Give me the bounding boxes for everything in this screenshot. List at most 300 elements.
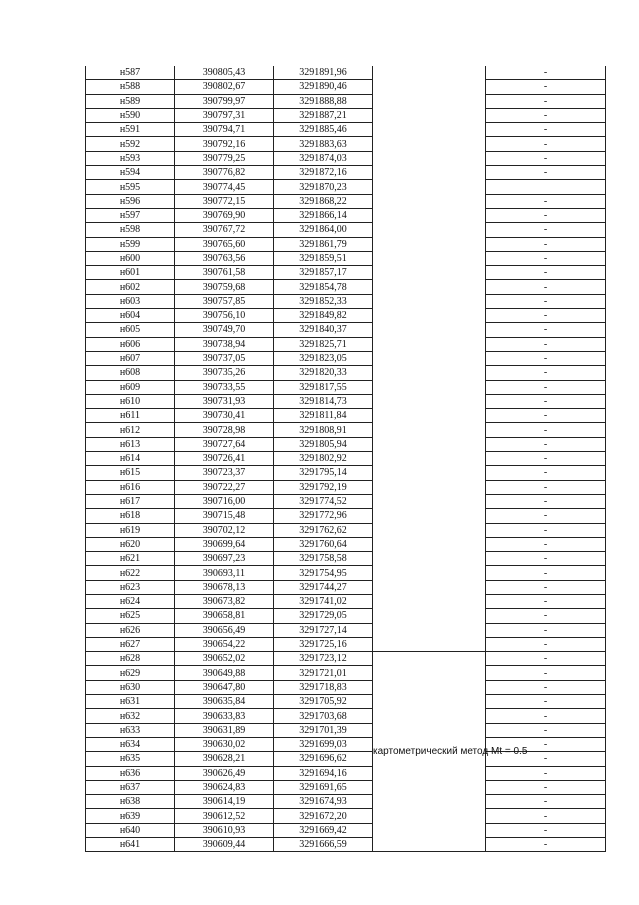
x-coordinate-cell: 390649,88: [175, 666, 274, 680]
point-id-cell: н589: [86, 94, 175, 108]
x-coordinate-cell: 390678,13: [175, 580, 274, 594]
point-id-cell: н618: [86, 509, 175, 523]
y-coordinate-cell: 3291727,14: [274, 623, 373, 637]
coordinates-table-body: [86, 66, 606, 852]
x-coordinate-cell: 390716,00: [175, 494, 274, 508]
point-id-cell: н628: [86, 652, 175, 666]
accuracy-cell: -: [486, 823, 606, 837]
x-coordinate-cell: 390737,05: [175, 351, 274, 365]
point-id-cell: н600: [86, 251, 175, 265]
accuracy-cell: [486, 180, 606, 194]
method-cell: [373, 437, 486, 451]
y-coordinate-cell: 3291721,01: [274, 666, 373, 680]
y-coordinate-cell: 3291825,71: [274, 337, 373, 351]
accuracy-cell: -: [486, 695, 606, 709]
table-row: [86, 194, 606, 208]
method-cell: [373, 166, 486, 180]
accuracy-cell: -: [486, 795, 606, 809]
y-coordinate-cell: 3291823,05: [274, 351, 373, 365]
table-row: [86, 652, 606, 666]
method-cell: [373, 537, 486, 551]
y-coordinate-cell: 3291864,00: [274, 223, 373, 237]
y-coordinate-cell: 3291811,84: [274, 409, 373, 423]
table-row: [86, 523, 606, 537]
x-coordinate-cell: 390610,93: [175, 823, 274, 837]
table-row: [86, 151, 606, 165]
method-cell: [373, 609, 486, 623]
table-row: [86, 80, 606, 94]
x-coordinate-cell: 390656,49: [175, 623, 274, 637]
method-cell: [373, 94, 486, 108]
table-row: [86, 609, 606, 623]
point-id-cell: н609: [86, 380, 175, 394]
point-id-cell: н594: [86, 166, 175, 180]
y-coordinate-cell: 3291705,92: [274, 695, 373, 709]
y-coordinate-cell: 3291883,63: [274, 137, 373, 151]
accuracy-cell: -: [486, 251, 606, 265]
method-cell: [373, 251, 486, 265]
accuracy-cell: -: [486, 80, 606, 94]
point-id-cell: н635: [86, 752, 175, 766]
accuracy-cell: -: [486, 351, 606, 365]
accuracy-cell: -: [486, 66, 606, 80]
point-id-cell: н620: [86, 537, 175, 551]
accuracy-cell: -: [486, 437, 606, 451]
accuracy-cell: -: [486, 323, 606, 337]
accuracy-cell: -: [486, 580, 606, 594]
table-row: [86, 166, 606, 180]
method-cell: [373, 380, 486, 394]
table-row: [86, 323, 606, 337]
y-coordinate-cell: 3291718,83: [274, 680, 373, 694]
x-coordinate-cell: 390792,16: [175, 137, 274, 151]
x-coordinate-cell: 390633,83: [175, 709, 274, 723]
method-cell: [373, 509, 486, 523]
method-cell: [373, 594, 486, 608]
point-id-cell: н606: [86, 337, 175, 351]
point-id-cell: н604: [86, 309, 175, 323]
x-coordinate-cell: 390715,48: [175, 509, 274, 523]
point-id-cell: н617: [86, 494, 175, 508]
accuracy-cell: -: [486, 537, 606, 551]
accuracy-cell: -: [486, 652, 606, 666]
x-coordinate-cell: 390647,80: [175, 680, 274, 694]
table-row: [86, 666, 606, 680]
accuracy-cell: -: [486, 752, 606, 766]
accuracy-cell: -: [486, 494, 606, 508]
point-id-cell: н623: [86, 580, 175, 594]
point-id-cell: н627: [86, 637, 175, 651]
table-row: [86, 280, 606, 294]
x-coordinate-cell: 390794,71: [175, 123, 274, 137]
accuracy-cell: -: [486, 766, 606, 780]
method-cell: [373, 523, 486, 537]
x-coordinate-cell: 390765,60: [175, 237, 274, 251]
method-cell: [373, 237, 486, 251]
x-coordinate-cell: 390699,64: [175, 537, 274, 551]
point-id-cell: н588: [86, 80, 175, 94]
table-row: [86, 251, 606, 265]
accuracy-cell: -: [486, 623, 606, 637]
point-id-cell: н605: [86, 323, 175, 337]
x-coordinate-cell: 390779,25: [175, 151, 274, 165]
x-coordinate-cell: 390767,72: [175, 223, 274, 237]
y-coordinate-cell: 3291891,96: [274, 66, 373, 80]
accuracy-cell: -: [486, 452, 606, 466]
x-coordinate-cell: 390776,82: [175, 166, 274, 180]
point-id-cell: н637: [86, 780, 175, 794]
x-coordinate-cell: 390731,93: [175, 394, 274, 408]
method-cell: [373, 66, 486, 80]
point-id-cell: н610: [86, 394, 175, 408]
method-cell: [373, 552, 486, 566]
x-coordinate-cell: 390802,67: [175, 80, 274, 94]
method-cell: [373, 566, 486, 580]
point-id-cell: н632: [86, 709, 175, 723]
method-cell: [373, 108, 486, 122]
table-row: [86, 223, 606, 237]
y-coordinate-cell: 3291859,51: [274, 251, 373, 265]
accuracy-cell: -: [486, 780, 606, 794]
point-id-cell: н590: [86, 108, 175, 122]
y-coordinate-cell: 3291729,05: [274, 609, 373, 623]
accuracy-cell: -: [486, 137, 606, 151]
y-coordinate-cell: 3291760,64: [274, 537, 373, 551]
point-id-cell: н621: [86, 552, 175, 566]
method-cell: [373, 323, 486, 337]
table-row: [86, 809, 606, 823]
y-coordinate-cell: 3291758,58: [274, 552, 373, 566]
point-id-cell: н639: [86, 809, 175, 823]
point-id-cell: н603: [86, 294, 175, 308]
method-cell: [373, 337, 486, 351]
method-cell: [373, 409, 486, 423]
x-coordinate-cell: 390658,81: [175, 609, 274, 623]
y-coordinate-cell: 3291854,78: [274, 280, 373, 294]
y-coordinate-cell: 3291808,91: [274, 423, 373, 437]
y-coordinate-cell: 3291861,79: [274, 237, 373, 251]
accuracy-cell: -: [486, 94, 606, 108]
point-id-cell: н636: [86, 766, 175, 780]
table-row: [86, 237, 606, 251]
y-coordinate-cell: 3291885,46: [274, 123, 373, 137]
y-coordinate-cell: 3291723,12: [274, 652, 373, 666]
x-coordinate-cell: 390797,31: [175, 108, 274, 122]
x-coordinate-cell: 390697,23: [175, 552, 274, 566]
table-row: [86, 552, 606, 566]
table-row: [86, 623, 606, 637]
y-coordinate-cell: 3291887,21: [274, 108, 373, 122]
accuracy-cell: -: [486, 680, 606, 694]
y-coordinate-cell: 3291814,73: [274, 394, 373, 408]
table-row: [86, 494, 606, 508]
x-coordinate-cell: 390728,98: [175, 423, 274, 437]
accuracy-cell: -: [486, 552, 606, 566]
y-coordinate-cell: 3291849,82: [274, 309, 373, 323]
point-id-cell: н614: [86, 452, 175, 466]
point-id-cell: н622: [86, 566, 175, 580]
accuracy-cell: -: [486, 380, 606, 394]
point-id-cell: н612: [86, 423, 175, 437]
method-cell: [373, 452, 486, 466]
point-id-cell: н595: [86, 180, 175, 194]
method-cell: [373, 466, 486, 480]
method-cell: [373, 194, 486, 208]
table-row: [86, 723, 606, 737]
point-id-cell: н629: [86, 666, 175, 680]
x-coordinate-cell: 390769,90: [175, 208, 274, 222]
table-row: [86, 137, 606, 151]
table-row: [86, 423, 606, 437]
method-cell: [373, 637, 486, 651]
point-id-cell: н638: [86, 795, 175, 809]
point-id-cell: н593: [86, 151, 175, 165]
method-cell: [373, 208, 486, 222]
x-coordinate-cell: 390799,97: [175, 94, 274, 108]
point-id-cell: н597: [86, 208, 175, 222]
accuracy-cell: -: [486, 294, 606, 308]
y-coordinate-cell: 3291725,16: [274, 637, 373, 651]
method-cell: [373, 351, 486, 365]
point-id-cell: н625: [86, 609, 175, 623]
y-coordinate-cell: 3291762,62: [274, 523, 373, 537]
table-row: [86, 409, 606, 423]
x-coordinate-cell: 390738,94: [175, 337, 274, 351]
method-cell-merged: картометрический метод Mt = 0.5: [373, 652, 486, 852]
y-coordinate-cell: 3291699,03: [274, 737, 373, 751]
accuracy-cell: -: [486, 266, 606, 280]
y-coordinate-cell: 3291857,17: [274, 266, 373, 280]
y-coordinate-cell: 3291840,37: [274, 323, 373, 337]
point-id-cell: н616: [86, 480, 175, 494]
x-coordinate-cell: 390702,12: [175, 523, 274, 537]
point-id-cell: н619: [86, 523, 175, 537]
y-coordinate-cell: 3291874,03: [274, 151, 373, 165]
method-cell: [373, 580, 486, 594]
y-coordinate-cell: 3291802,92: [274, 452, 373, 466]
method-cell: [373, 294, 486, 308]
table-row: [86, 537, 606, 551]
y-coordinate-cell: 3291701,39: [274, 723, 373, 737]
point-id-cell: н613: [86, 437, 175, 451]
y-coordinate-cell: 3291672,20: [274, 809, 373, 823]
table-row: [86, 108, 606, 122]
x-coordinate-cell: 390614,19: [175, 795, 274, 809]
accuracy-cell: -: [486, 280, 606, 294]
y-coordinate-cell: 3291890,46: [274, 80, 373, 94]
table-row: [86, 737, 606, 751]
y-coordinate-cell: 3291870,23: [274, 180, 373, 194]
accuracy-cell: -: [486, 194, 606, 208]
x-coordinate-cell: 390763,56: [175, 251, 274, 265]
y-coordinate-cell: 3291795,14: [274, 466, 373, 480]
table-row: [86, 94, 606, 108]
method-cell: [373, 280, 486, 294]
y-coordinate-cell: 3291852,33: [274, 294, 373, 308]
y-coordinate-cell: 3291888,88: [274, 94, 373, 108]
y-coordinate-cell: 3291674,93: [274, 795, 373, 809]
x-coordinate-cell: 390726,41: [175, 452, 274, 466]
point-id-cell: н598: [86, 223, 175, 237]
x-coordinate-cell: 390759,68: [175, 280, 274, 294]
accuracy-cell: -: [486, 480, 606, 494]
y-coordinate-cell: 3291691,65: [274, 780, 373, 794]
x-coordinate-cell: 390774,45: [175, 180, 274, 194]
table-row: [86, 208, 606, 222]
method-cell: [373, 123, 486, 137]
x-coordinate-cell: 390733,55: [175, 380, 274, 394]
table-row: [86, 637, 606, 651]
table-row: [86, 294, 606, 308]
point-id-cell: н615: [86, 466, 175, 480]
point-id-cell: н641: [86, 838, 175, 852]
accuracy-cell: -: [486, 409, 606, 423]
x-coordinate-cell: 390635,84: [175, 695, 274, 709]
accuracy-cell: -: [486, 709, 606, 723]
table-row: [86, 795, 606, 809]
accuracy-cell: -: [486, 366, 606, 380]
method-cell: [373, 80, 486, 94]
y-coordinate-cell: 3291754,95: [274, 566, 373, 580]
x-coordinate-cell: 390631,89: [175, 723, 274, 737]
x-coordinate-cell: 390652,02: [175, 652, 274, 666]
y-coordinate-cell: 3291694,16: [274, 766, 373, 780]
y-coordinate-cell: 3291703,68: [274, 709, 373, 723]
table-row: [86, 509, 606, 523]
point-id-cell: н601: [86, 266, 175, 280]
accuracy-cell: -: [486, 737, 606, 751]
y-coordinate-cell: 3291696,62: [274, 752, 373, 766]
accuracy-cell: -: [486, 423, 606, 437]
x-coordinate-cell: 390673,82: [175, 594, 274, 608]
accuracy-cell: -: [486, 223, 606, 237]
accuracy-cell: -: [486, 309, 606, 323]
table-row: [86, 752, 606, 766]
x-coordinate-cell: 390624,83: [175, 780, 274, 794]
method-cell: [373, 394, 486, 408]
x-coordinate-cell: 390749,70: [175, 323, 274, 337]
point-id-cell: н607: [86, 351, 175, 365]
x-coordinate-cell: 390756,10: [175, 309, 274, 323]
accuracy-cell: -: [486, 108, 606, 122]
x-coordinate-cell: 390628,21: [175, 752, 274, 766]
point-id-cell: н640: [86, 823, 175, 837]
accuracy-cell: -: [486, 237, 606, 251]
point-id-cell: н626: [86, 623, 175, 637]
y-coordinate-cell: 3291866,14: [274, 208, 373, 222]
accuracy-cell: -: [486, 723, 606, 737]
accuracy-cell: -: [486, 509, 606, 523]
method-cell: [373, 309, 486, 323]
method-cell: [373, 151, 486, 165]
point-id-cell: н608: [86, 366, 175, 380]
method-cell: [373, 480, 486, 494]
y-coordinate-cell: 3291817,55: [274, 380, 373, 394]
point-id-cell: н633: [86, 723, 175, 737]
method-cell: [373, 623, 486, 637]
x-coordinate-cell: 390761,58: [175, 266, 274, 280]
table-row: [86, 838, 606, 852]
x-coordinate-cell: 390722,27: [175, 480, 274, 494]
table-row: [86, 266, 606, 280]
y-coordinate-cell: 3291666,59: [274, 838, 373, 852]
table-row: [86, 594, 606, 608]
point-id-cell: н596: [86, 194, 175, 208]
table-row: [86, 695, 606, 709]
y-coordinate-cell: 3291741,02: [274, 594, 373, 608]
accuracy-cell: -: [486, 466, 606, 480]
accuracy-cell: -: [486, 809, 606, 823]
accuracy-cell: -: [486, 523, 606, 537]
accuracy-cell: -: [486, 208, 606, 222]
method-cell: [373, 266, 486, 280]
y-coordinate-cell: 3291872,16: [274, 166, 373, 180]
y-coordinate-cell: 3291774,52: [274, 494, 373, 508]
x-coordinate-cell: 390654,22: [175, 637, 274, 651]
table-row: [86, 780, 606, 794]
table-row: [86, 480, 606, 494]
x-coordinate-cell: 390693,11: [175, 566, 274, 580]
point-id-cell: н634: [86, 737, 175, 751]
point-id-cell: н599: [86, 237, 175, 251]
point-id-cell: н602: [86, 280, 175, 294]
y-coordinate-cell: 3291792,19: [274, 480, 373, 494]
accuracy-cell: -: [486, 609, 606, 623]
x-coordinate-cell: 390630,02: [175, 737, 274, 751]
table-row: [86, 466, 606, 480]
table-row: [86, 66, 606, 80]
accuracy-cell: -: [486, 666, 606, 680]
accuracy-cell: -: [486, 838, 606, 852]
y-coordinate-cell: 3291744,27: [274, 580, 373, 594]
x-coordinate-cell: 390612,52: [175, 809, 274, 823]
table-row: [86, 823, 606, 837]
method-cell: [373, 366, 486, 380]
coordinates-table: [85, 66, 606, 852]
accuracy-cell: -: [486, 637, 606, 651]
x-coordinate-cell: 390730,41: [175, 409, 274, 423]
table-row: [86, 566, 606, 580]
table-row: [86, 766, 606, 780]
table-row: [86, 452, 606, 466]
y-coordinate-cell: 3291805,94: [274, 437, 373, 451]
y-coordinate-cell: 3291772,96: [274, 509, 373, 523]
table-row: [86, 366, 606, 380]
point-id-cell: н592: [86, 137, 175, 151]
point-id-cell: н631: [86, 695, 175, 709]
table-row: [86, 380, 606, 394]
table-row: [86, 351, 606, 365]
table-row: [86, 337, 606, 351]
x-coordinate-cell: 390609,44: [175, 838, 274, 852]
accuracy-cell: -: [486, 394, 606, 408]
x-coordinate-cell: 390626,49: [175, 766, 274, 780]
y-coordinate-cell: 3291820,33: [274, 366, 373, 380]
point-id-cell: н630: [86, 680, 175, 694]
x-coordinate-cell: 390772,15: [175, 194, 274, 208]
x-coordinate-cell: 390757,85: [175, 294, 274, 308]
accuracy-cell: -: [486, 337, 606, 351]
point-id-cell: н624: [86, 594, 175, 608]
point-id-cell: н611: [86, 409, 175, 423]
method-cell: [373, 223, 486, 237]
table-row: [86, 180, 606, 194]
y-coordinate-cell: 3291669,42: [274, 823, 373, 837]
method-cell: [373, 423, 486, 437]
table-row: [86, 437, 606, 451]
table-row: [86, 123, 606, 137]
table-row: [86, 580, 606, 594]
